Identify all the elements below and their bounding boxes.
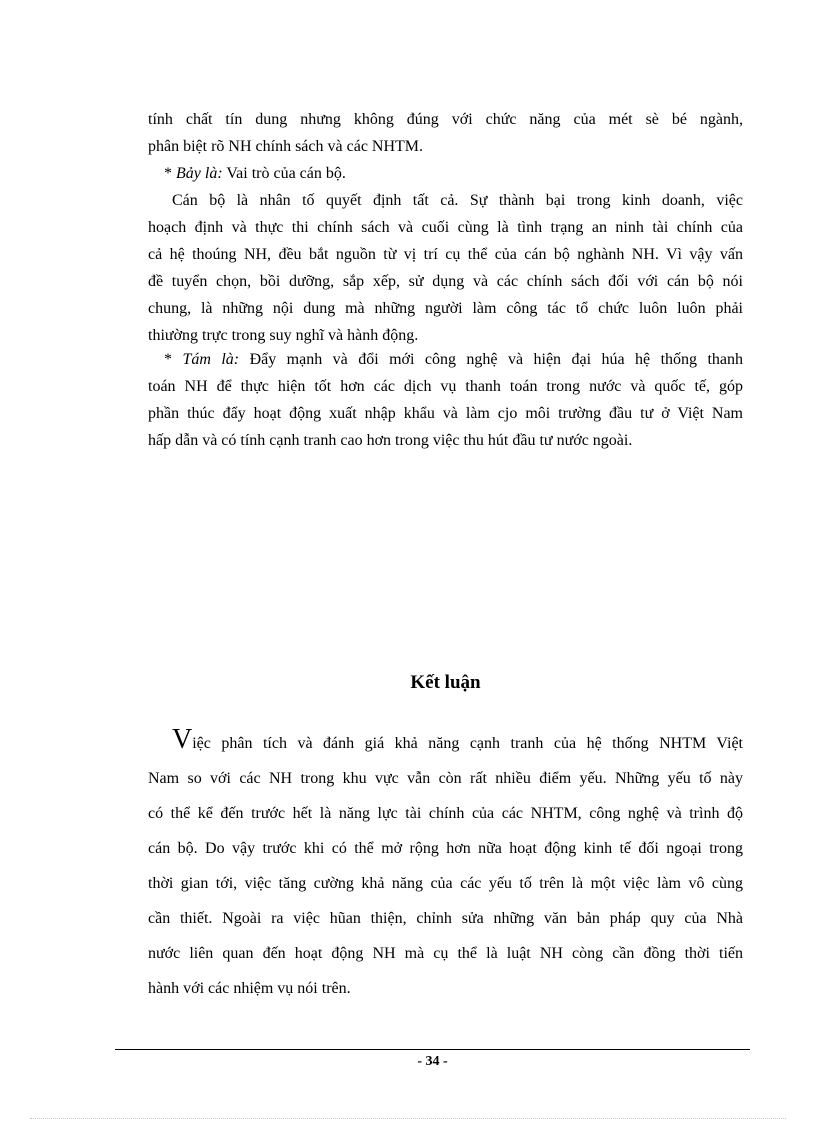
text-line: có thể kể đến trước hết là năng lực tài chính của các NHTM, công nghệ và trình độ bbox=[148, 805, 743, 822]
paragraph-bay-la bbox=[148, 160, 743, 187]
text-line: Cán bộ là nhân tố quyết định tất cả. Sự thành bại trong kinh doanh, việc bbox=[172, 192, 743, 209]
text-line: cần thiết. Ngoài ra việc hũan thiện, chỉnh sửa những văn bản pháp quy của Nhà bbox=[148, 910, 743, 927]
paragraph-continuation bbox=[148, 106, 743, 160]
paragraph-tam-la bbox=[148, 346, 743, 454]
first-line-text: iệc phân tích và đánh giá khả năng cạnh tranh của hệ thống NHTM Việt bbox=[192, 735, 743, 752]
text-line: hấp dẫn và có tính cạnh tranh cao hơn trong việc thu hút đầu tư nước ngoài. bbox=[148, 432, 633, 449]
text-line: đề tuyển chọn, bồi dưỡng, sắp xếp, sử dụng và các chính sách đối với cán bộ nói bbox=[148, 273, 743, 290]
text-line: hành với các nhiệm vụ nói trên. bbox=[148, 980, 351, 997]
paragraph-can-bo bbox=[148, 187, 743, 349]
conclusion-paragraph bbox=[148, 726, 743, 1006]
text-line: thiường trực trong suy nghĩ và hành động. bbox=[148, 327, 419, 344]
text-line bbox=[148, 160, 743, 187]
text-line: cán bộ. Do vậy trước khi có thể mở rộng hơn nữa hoạt động kinh tế đối ngoại trong bbox=[148, 840, 743, 857]
bullet-prefix: * bbox=[164, 165, 176, 182]
footer-rule bbox=[115, 1049, 750, 1050]
item-text: Đẩy mạnh và đổi mới công nghệ và hiện đại húa hệ thống thanh bbox=[239, 351, 743, 368]
text-line: tính chất tín dung nhưng không đúng với chức năng của mét sè bé ngành, bbox=[148, 111, 743, 128]
text-line: phân biệt rõ NH chính sách và các NHTM. bbox=[148, 138, 424, 155]
bullet-prefix: * bbox=[164, 351, 183, 368]
text-line: Nam so với các NH trong khu vực vẫn còn rất nhiều điểm yếu. Những yếu tố này bbox=[148, 770, 743, 787]
text-line: chung, là những nội dung mà những người làm công tác tổ chức luôn luôn phải bbox=[148, 300, 743, 317]
text-line: toán NH để thực hiện tốt hơn các dịch vụ thanh toán trong nước và quốc tế, góp bbox=[148, 378, 743, 395]
text-line: thời gian tới, việc tăng cường khả năng của các yếu tố trên là một việc làm vô cùng bbox=[148, 875, 743, 892]
item-text: Vai trò của cán bộ. bbox=[222, 165, 346, 182]
text-line: cả hệ thoúng NH, đều bắt nguồn từ vị trí cụ thể của cán bộ nghành NH. Vì vậy vấn bbox=[148, 246, 743, 263]
text-line: hoạch định và thực thi chính sách và cuối cùng là tình trạng an ninh tài chính của bbox=[148, 219, 743, 236]
text-line: nước liên quan đến hoạt động NH mà cụ thể là luật NH còng cần đồng thời tiến bbox=[148, 945, 743, 962]
conclusion-heading: Kết luận bbox=[410, 672, 481, 693]
text-line bbox=[148, 726, 743, 761]
item-label: Tám là: bbox=[182, 351, 240, 368]
page-number: - 34 - bbox=[417, 1054, 448, 1069]
page-bottom-divider bbox=[30, 1118, 786, 1119]
text-line bbox=[148, 346, 743, 373]
drop-cap: V bbox=[172, 726, 193, 755]
item-label: Bảy là: bbox=[176, 165, 223, 182]
text-line: phần thúc đẩy hoạt động xuất nhập khẩu và làm cjo môi trường đầu tư ở Việt Nam bbox=[148, 405, 743, 422]
